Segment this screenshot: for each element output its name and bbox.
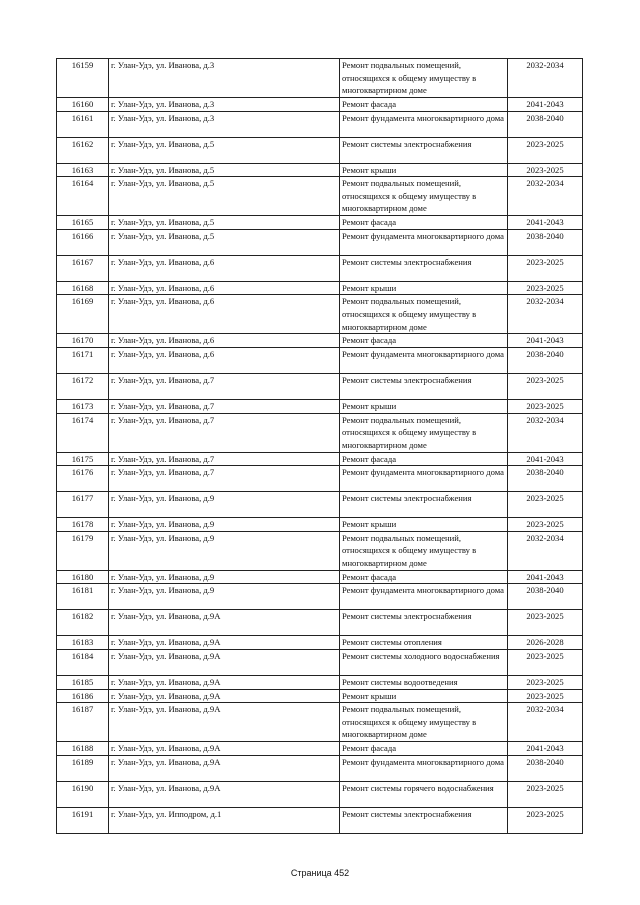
row-number: 16160: [57, 98, 109, 112]
row-period: 2023-2025: [508, 781, 583, 807]
row-work-type: Ремонт фундамента многоквартирного дома: [340, 347, 508, 373]
row-address: г. Улан-Удэ, ул. Иванова, д.9: [109, 518, 340, 532]
table-row: [57, 781, 583, 807]
row-number: 16172: [57, 373, 109, 399]
table-row: [57, 452, 583, 466]
row-address: г. Улан-Удэ, ул. Иванова, д.3: [109, 111, 340, 137]
row-period: 2023-2025: [508, 807, 583, 833]
row-period: 2041-2043: [508, 216, 583, 230]
row-number: 16178: [57, 518, 109, 532]
row-address: г. Улан-Удэ, ул. Иванова, д.9: [109, 570, 340, 584]
row-work-type: Ремонт фасада: [340, 742, 508, 756]
table-row: [57, 413, 583, 452]
page-number: Страница 452: [290, 868, 350, 878]
row-address: г. Улан-Удэ, ул. Иванова, д.9: [109, 584, 340, 610]
table-row: [57, 229, 583, 255]
table-row: [57, 281, 583, 295]
row-period: 2023-2025: [508, 399, 583, 413]
row-number: 16162: [57, 137, 109, 163]
table-row: [57, 492, 583, 518]
row-address: г. Улан-Удэ, ул. Иванова, д.9А: [109, 636, 340, 650]
row-period: 2023-2025: [508, 675, 583, 689]
table-row: [57, 755, 583, 781]
row-work-type: Ремонт системы электроснабжения: [340, 492, 508, 518]
table-row: [57, 649, 583, 675]
row-period: 2038-2040: [508, 466, 583, 492]
row-number: 16170: [57, 334, 109, 348]
row-number: 16169: [57, 295, 109, 334]
table-row: [57, 570, 583, 584]
row-address: г. Улан-Удэ, ул. Иванова, д.6: [109, 281, 340, 295]
row-work-type: Ремонт крыши: [340, 399, 508, 413]
table-row: [57, 518, 583, 532]
row-work-type: Ремонт системы электроснабжения: [340, 255, 508, 281]
row-number: 16181: [57, 584, 109, 610]
row-work-type: Ремонт фундамента многоквартирного дома: [340, 229, 508, 255]
row-number: 16191: [57, 807, 109, 833]
row-number: 16184: [57, 649, 109, 675]
table-row: [57, 584, 583, 610]
row-address: г. Улан-Удэ, ул. Иванова, д.6: [109, 334, 340, 348]
row-number: 16161: [57, 111, 109, 137]
table-row: [57, 636, 583, 650]
row-period: 2023-2025: [508, 649, 583, 675]
row-number: 16163: [57, 163, 109, 177]
row-address: г. Улан-Удэ, ул. Иванова, д.7: [109, 399, 340, 413]
row-address: г. Улан-Удэ, ул. Иванова, д.9А: [109, 649, 340, 675]
row-period: 2032-2034: [508, 703, 583, 742]
row-period: 2032-2034: [508, 177, 583, 216]
row-period: 2023-2025: [508, 610, 583, 636]
row-address: г. Улан-Удэ, ул. Иванова, д.5: [109, 177, 340, 216]
row-address: г. Улан-Удэ, ул. Иванова, д.7: [109, 413, 340, 452]
row-work-type: Ремонт системы электроснабжения: [340, 137, 508, 163]
table-row: [57, 137, 583, 163]
row-work-type: Ремонт фасада: [340, 570, 508, 584]
row-address: г. Улан-Удэ, ул. Иванова, д.3: [109, 98, 340, 112]
row-address: г. Улан-Удэ, ул. Иванова, д.9А: [109, 675, 340, 689]
row-number: 16186: [57, 689, 109, 703]
table-row: [57, 163, 583, 177]
row-work-type: Ремонт подвальных помещений, относящихся к общему имуществу в многоквартирном доме: [340, 413, 508, 452]
row-work-type: Ремонт фасада: [340, 334, 508, 348]
row-period: 2023-2025: [508, 281, 583, 295]
row-number: 16159: [57, 59, 109, 98]
row-work-type: Ремонт системы отопления: [340, 636, 508, 650]
table-row: [57, 399, 583, 413]
table-body: [57, 59, 583, 834]
row-address: г. Улан-Удэ, ул. Иванова, д.5: [109, 163, 340, 177]
row-address: г. Улан-Удэ, ул. Иванова, д.7: [109, 466, 340, 492]
row-work-type: Ремонт фундамента многоквартирного дома: [340, 755, 508, 781]
row-work-type: Ремонт подвальных помещений, относящихся к общему имуществу в многоквартирном доме: [340, 59, 508, 98]
row-number: 16188: [57, 742, 109, 756]
row-period: 2041-2043: [508, 98, 583, 112]
row-period: 2032-2034: [508, 295, 583, 334]
table-row: [57, 689, 583, 703]
row-number: 16177: [57, 492, 109, 518]
row-number: 16180: [57, 570, 109, 584]
row-address: г. Улан-Удэ, ул. Иванова, д.7: [109, 373, 340, 399]
row-period: 2023-2025: [508, 689, 583, 703]
row-number: 16190: [57, 781, 109, 807]
table-row: [57, 177, 583, 216]
row-work-type: Ремонт подвальных помещений, относящихся к общему имуществу в многоквартирном доме: [340, 295, 508, 334]
table-row: [57, 675, 583, 689]
row-period: 2032-2034: [508, 59, 583, 98]
row-work-type: Ремонт системы горячего водоснабжения: [340, 781, 508, 807]
row-work-type: Ремонт системы электроснабжения: [340, 807, 508, 833]
row-work-type: Ремонт крыши: [340, 281, 508, 295]
table-row: [57, 466, 583, 492]
row-number: 16166: [57, 229, 109, 255]
row-number: 16187: [57, 703, 109, 742]
row-period: 2032-2034: [508, 413, 583, 452]
row-period: 2026-2028: [508, 636, 583, 650]
table-row: [57, 98, 583, 112]
table-row: [57, 703, 583, 742]
row-work-type: Ремонт фасада: [340, 452, 508, 466]
row-number: 16182: [57, 610, 109, 636]
table-row: [57, 59, 583, 98]
row-number: 16185: [57, 675, 109, 689]
row-address: г. Улан-Удэ, ул. Иванова, д.9А: [109, 610, 340, 636]
row-work-type: Ремонт крыши: [340, 163, 508, 177]
row-address: г. Улан-Удэ, ул. Иванова, д.6: [109, 255, 340, 281]
row-number: 16189: [57, 755, 109, 781]
row-number: 16171: [57, 347, 109, 373]
row-work-type: Ремонт системы электроснабжения: [340, 373, 508, 399]
row-period: 2038-2040: [508, 111, 583, 137]
row-address: г. Улан-Удэ, ул. Иванова, д.9А: [109, 781, 340, 807]
row-period: 2023-2025: [508, 137, 583, 163]
row-work-type: Ремонт фундамента многоквартирного дома: [340, 111, 508, 137]
row-number: 16179: [57, 531, 109, 570]
table-row: [57, 807, 583, 833]
row-work-type: Ремонт подвальных помещений, относящихся к общему имуществу в многоквартирном доме: [340, 531, 508, 570]
row-address: г. Улан-Удэ, ул. Иванова, д.9А: [109, 755, 340, 781]
row-number: 16176: [57, 466, 109, 492]
row-period: 2038-2040: [508, 755, 583, 781]
table-row: [57, 531, 583, 570]
row-work-type: Ремонт крыши: [340, 689, 508, 703]
row-number: 16168: [57, 281, 109, 295]
table-row: [57, 111, 583, 137]
row-number: 16174: [57, 413, 109, 452]
row-period: 2038-2040: [508, 347, 583, 373]
row-work-type: Ремонт крыши: [340, 518, 508, 532]
row-period: 2023-2025: [508, 163, 583, 177]
row-address: г. Улан-Удэ, ул. Иванова, д.5: [109, 137, 340, 163]
table-row: [57, 216, 583, 230]
row-period: 2038-2040: [508, 584, 583, 610]
row-work-type: Ремонт подвальных помещений, относящихся к общему имуществу в многоквартирном доме: [340, 703, 508, 742]
row-address: г. Улан-Удэ, ул. Иванова, д.9А: [109, 703, 340, 742]
table-row: [57, 610, 583, 636]
row-period: 2041-2043: [508, 334, 583, 348]
table-row: [57, 347, 583, 373]
row-period: 2023-2025: [508, 373, 583, 399]
table-row: [57, 295, 583, 334]
row-address: г. Улан-Удэ, ул. Иванова, д.6: [109, 295, 340, 334]
row-work-type: Ремонт системы водоотведения: [340, 675, 508, 689]
row-address: г. Улан-Удэ, ул. Иванова, д.7: [109, 452, 340, 466]
row-number: 16165: [57, 216, 109, 230]
row-period: 2023-2025: [508, 518, 583, 532]
row-work-type: Ремонт фасада: [340, 98, 508, 112]
row-work-type: Ремонт фундамента многоквартирного дома: [340, 584, 508, 610]
row-period: 2032-2034: [508, 531, 583, 570]
row-address: г. Улан-Удэ, ул. Ипподром, д.1: [109, 807, 340, 833]
table-row: [57, 334, 583, 348]
table-row: [57, 373, 583, 399]
repair-schedule-table: [56, 58, 583, 834]
row-work-type: Ремонт системы холодного водоснабжения: [340, 649, 508, 675]
row-period: 2023-2025: [508, 255, 583, 281]
row-number: 16164: [57, 177, 109, 216]
row-work-type: Ремонт подвальных помещений, относящихся к общему имуществу в многоквартирном доме: [340, 177, 508, 216]
row-period: 2041-2043: [508, 742, 583, 756]
table-row: [57, 255, 583, 281]
row-address: г. Улан-Удэ, ул. Иванова, д.3: [109, 59, 340, 98]
row-address: г. Улан-Удэ, ул. Иванова, д.9А: [109, 742, 340, 756]
row-address: г. Улан-Удэ, ул. Иванова, д.9: [109, 531, 340, 570]
row-address: г. Улан-Удэ, ул. Иванова, д.5: [109, 229, 340, 255]
row-work-type: Ремонт фундамента многоквартирного дома: [340, 466, 508, 492]
row-number: 16173: [57, 399, 109, 413]
row-work-type: Ремонт системы электроснабжения: [340, 610, 508, 636]
row-number: 16183: [57, 636, 109, 650]
row-address: г. Улан-Удэ, ул. Иванова, д.9А: [109, 689, 340, 703]
row-number: 16167: [57, 255, 109, 281]
row-work-type: Ремонт фасада: [340, 216, 508, 230]
row-period: 2041-2043: [508, 452, 583, 466]
row-address: г. Улан-Удэ, ул. Иванова, д.5: [109, 216, 340, 230]
row-address: г. Улан-Удэ, ул. Иванова, д.6: [109, 347, 340, 373]
row-period: 2023-2025: [508, 492, 583, 518]
row-number: 16175: [57, 452, 109, 466]
table-row: [57, 742, 583, 756]
row-address: г. Улан-Удэ, ул. Иванова, д.9: [109, 492, 340, 518]
row-period: 2038-2040: [508, 229, 583, 255]
row-period: 2041-2043: [508, 570, 583, 584]
